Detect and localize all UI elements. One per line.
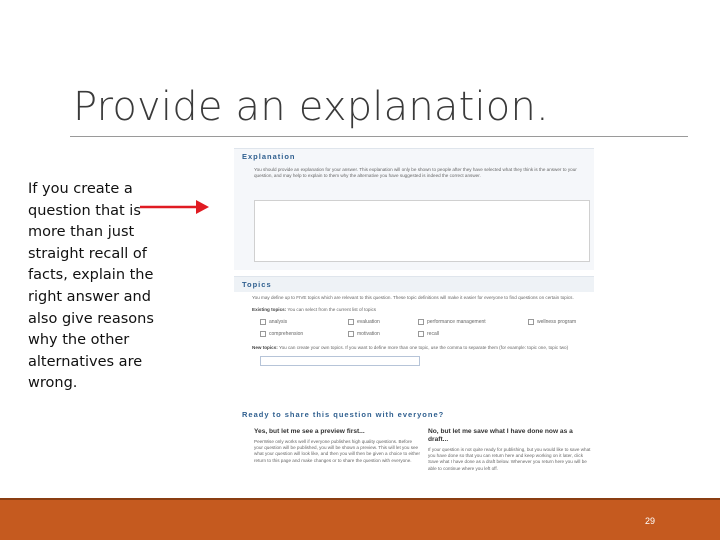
checkbox[interactable] (418, 319, 424, 325)
slide-title: Provide an explanation. (73, 84, 549, 130)
topic-checkbox-evaluation[interactable]: evaluation (348, 319, 418, 325)
share-heading: Ready to share this question with everyone? (242, 410, 445, 419)
checkbox[interactable] (348, 319, 354, 325)
existing-topics-help: You can select from the current list of topics (287, 307, 377, 313)
existing-topics-label: Existing topics: (252, 307, 287, 313)
checkbox[interactable] (348, 331, 354, 337)
share-options (254, 428, 594, 472)
embedded-screenshot (234, 148, 594, 498)
draft-option[interactable] (428, 428, 594, 472)
topic-checkbox-grid (260, 319, 594, 337)
explanation-textarea[interactable] (254, 200, 590, 262)
arrow-icon (140, 197, 210, 217)
new-topics-input[interactable] (260, 356, 420, 366)
topic-checkbox-wellness-program[interactable]: wellness program (528, 319, 594, 325)
topic-checkbox-recall[interactable]: recall (418, 331, 528, 337)
checkbox[interactable] (260, 319, 266, 325)
checkbox[interactable] (528, 319, 534, 325)
title-divider (70, 136, 688, 137)
slide-body-text: If you create a question that is more than just straight recall of facts, explain the right answer and also give reasons why the other alternatives are wrong. (28, 181, 154, 392)
footer-bar (0, 500, 720, 540)
draft-option-title: No, but let me save what I have done now as a draft... (428, 428, 573, 443)
page-number: 29 (644, 516, 655, 526)
topics-heading: Topics (242, 280, 272, 289)
topic-checkbox-motivation[interactable]: motivation (348, 331, 418, 337)
draft-option-text: If your question is not quite ready for publishing, but you would like to save what you have done so that you can return here and keep working on it later, click Save what I have done as a draft below. Whenever you return here you will be able to continue where you left off. (428, 447, 591, 471)
checkbox[interactable] (260, 331, 266, 337)
preview-option-title: Yes, but let me see a preview first... (254, 428, 365, 435)
preview-option[interactable] (254, 428, 420, 472)
new-topics-label: New topics: (252, 345, 278, 351)
new-topics-help: You can create your own topics. If you want to define more than one topic, use the comma to separate them (for example: topic one, topic two) (278, 345, 569, 351)
topic-checkbox-analysis[interactable]: analysis (260, 319, 348, 325)
topics-section (234, 276, 594, 366)
preview-option-text: PeerWise only works well if everyone publishes high quality questions. Before your question will be published, you will be shown a preview. This will let you see what your question will look like, and then you will then be given a choice to either return to this page and make changes or to share the question with everyone. (254, 439, 420, 463)
topic-checkbox-comprehension[interactable]: comprehension (260, 331, 348, 337)
topic-checkbox-performance-management[interactable]: performance management (418, 319, 528, 325)
explanation-heading: Explanation (242, 152, 296, 161)
checkbox[interactable] (418, 331, 424, 337)
explanation-help: You should provide an explanation for your answer. This explanation will only be shown to people after they have selected what they think is the answer to your question, and may help to explain to them why the alternative you have suggested is indeed the correct answer. (254, 167, 577, 179)
topics-help: You may define up to FIVE topics which are relevant to this question. These topic definitions will make it easier for everyone to find questions on certain topics. (252, 295, 574, 300)
